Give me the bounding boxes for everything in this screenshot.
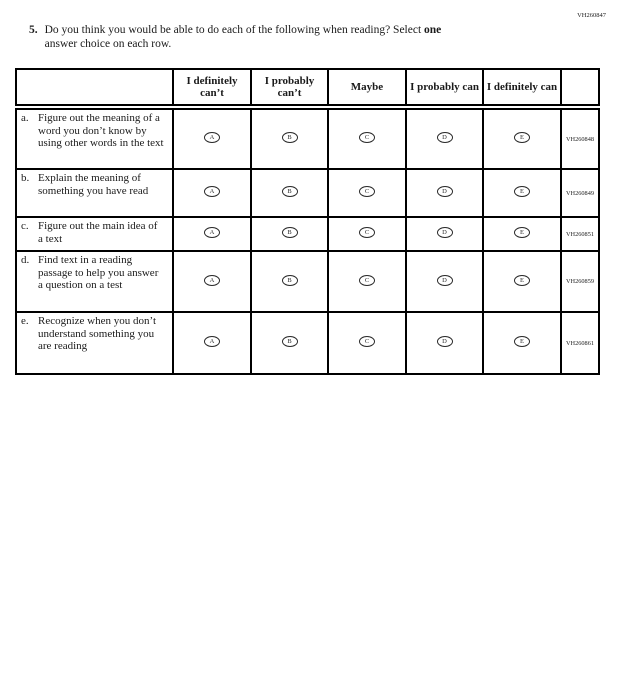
answer-bubble-b[interactable]: B [282,186,298,197]
option-cell [251,217,328,251]
table-row-d [16,251,599,312]
option-cell [406,251,483,312]
column-header-probably-can: I probably can [406,69,483,107]
option-cell [251,251,328,312]
table-row-c [16,217,599,251]
row-label-cell [16,312,173,374]
question-block [29,23,574,51]
row-code: VH260848 [561,107,599,169]
row-label-cell [16,107,173,169]
column-header-codes [561,69,599,107]
question-line1-bold: one [424,24,442,36]
row-letter: d. [21,254,30,266]
table-row-a [16,107,599,169]
row-text: Explain the meaning of something you have read [38,172,149,197]
option-cell [328,169,406,217]
row-letter: a. [21,112,29,124]
table-row-e [16,312,599,374]
row-label-cell [16,169,173,217]
answer-bubble-e[interactable]: E [514,275,530,286]
row-code: VH260861 [561,312,599,374]
row-letter: e. [21,315,29,327]
option-cell [173,169,251,217]
answer-bubble-b[interactable]: B [282,275,298,286]
column-header-maybe: Maybe [328,69,406,107]
row-code: VH260851 [561,217,599,251]
row-code: VH260859 [561,251,599,312]
option-cell [173,107,251,169]
answer-bubble-d[interactable]: D [437,275,453,286]
option-cell [173,251,251,312]
answer-bubble-b[interactable]: B [282,132,298,143]
row-letter: c. [21,220,29,232]
option-cell [406,312,483,374]
answer-bubble-e[interactable]: E [514,227,530,238]
answer-bubble-b[interactable]: B [282,227,298,238]
option-cell [483,217,561,251]
answer-bubble-a[interactable]: A [204,336,220,347]
row-text: Recognize when you don’t understand something you are reading [38,315,157,353]
question-line2: answer choice on each row. [44,38,172,51]
question-line1 [45,24,442,36]
option-cell [251,169,328,217]
question-number: 5. [29,24,38,36]
row-label-cell [16,217,173,251]
column-header-definitely-can: I definitely can [483,69,561,107]
answer-bubble-c[interactable]: C [359,275,375,286]
row-code: VH260849 [561,169,599,217]
option-cell [406,217,483,251]
answer-bubble-c[interactable]: C [359,132,375,143]
option-cell [328,312,406,374]
option-cell [328,251,406,312]
table-row-b [16,169,599,217]
answer-bubble-d[interactable]: D [437,227,453,238]
option-cell [406,107,483,169]
answer-bubble-c[interactable]: C [359,186,375,197]
option-cell [328,107,406,169]
page-accession-code: VH260847 [577,12,606,19]
answer-bubble-c[interactable]: C [359,336,375,347]
column-header-empty [16,69,173,107]
answer-grid [15,68,600,375]
answer-bubble-a[interactable]: A [204,132,220,143]
answer-bubble-d[interactable]: D [437,186,453,197]
row-label-cell [16,251,173,312]
answer-bubble-e[interactable]: E [514,132,530,143]
answer-bubble-c[interactable]: C [359,227,375,238]
row-text: Figure out the main idea of a text [38,220,158,245]
option-cell [483,312,561,374]
answer-bubble-d[interactable]: D [437,132,453,143]
answer-bubble-d[interactable]: D [437,336,453,347]
answer-bubble-a[interactable]: A [204,186,220,197]
row-text: Figure out the meaning of a word you don’t know by using other words in the text [38,112,164,150]
header-row [16,69,599,107]
answer-bubble-e[interactable]: E [514,336,530,347]
row-letter: b. [21,172,30,184]
option-cell [483,107,561,169]
question-text [45,23,442,51]
option-cell [173,312,251,374]
option-cell [328,217,406,251]
option-cell [251,312,328,374]
option-cell [483,251,561,312]
answer-bubble-e[interactable]: E [514,186,530,197]
question-line1-text: Do you think you would be able to do each of the following when reading? Select [44,24,425,36]
answer-bubble-b[interactable]: B [282,336,298,347]
option-cell [406,169,483,217]
column-header-probably-cant: I probably can’t [251,69,328,107]
row-text: Find text in a reading passage to help you answer a question on a test [38,254,159,292]
option-cell [173,217,251,251]
answer-bubble-a[interactable]: A [204,275,220,286]
column-header-definitely-cant: I definitely can’t [173,69,251,107]
option-cell [251,107,328,169]
answer-bubble-a[interactable]: A [204,227,220,238]
option-cell [483,169,561,217]
